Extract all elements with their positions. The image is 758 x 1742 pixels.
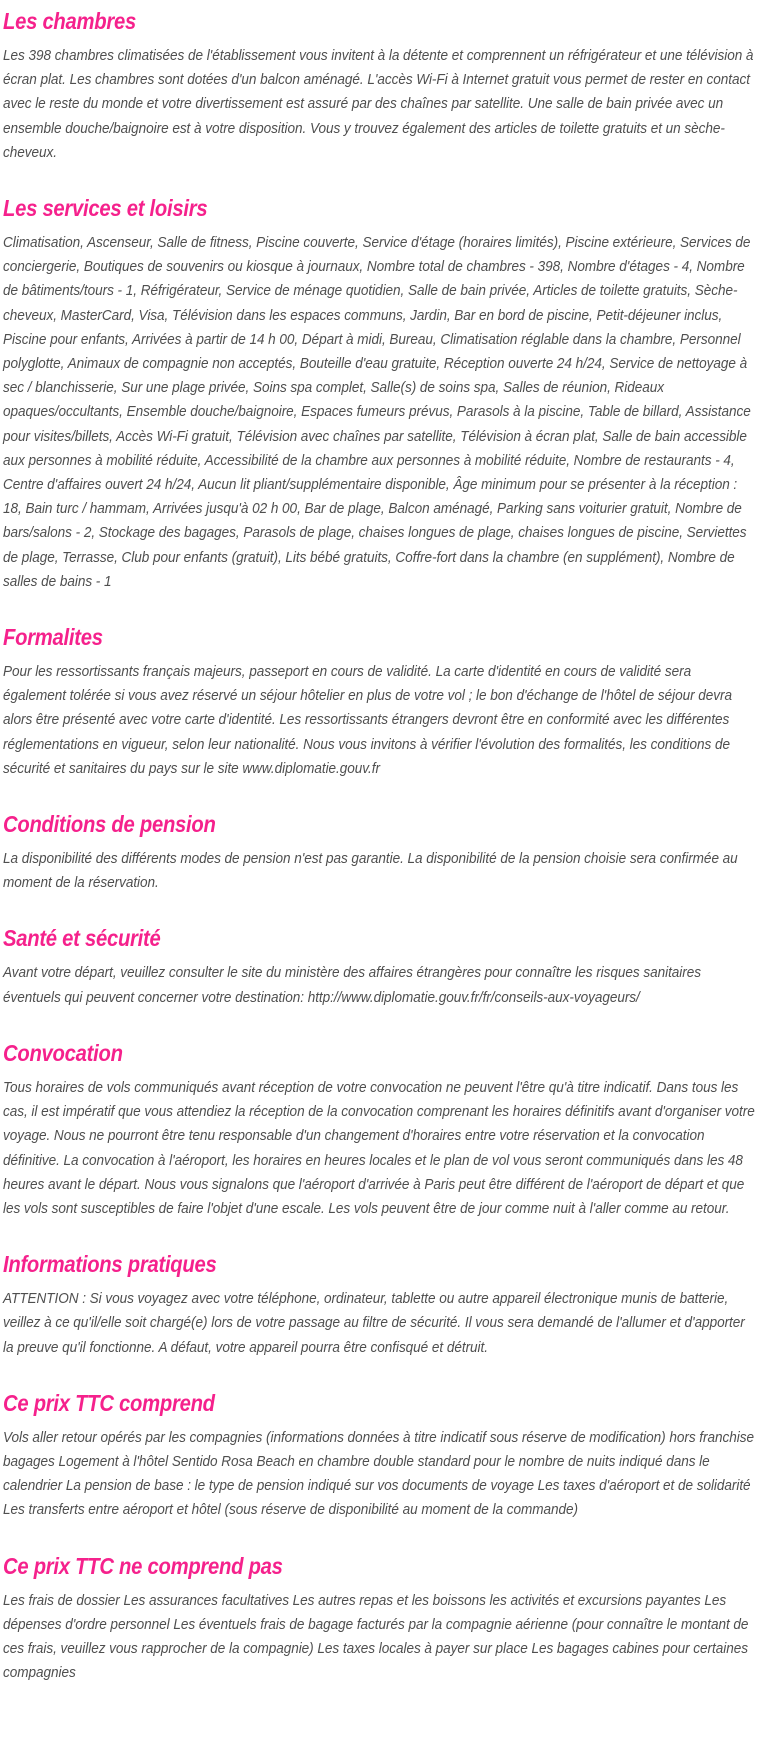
section-convocation — [3, 1040, 755, 1221]
section-conditions-de-pension — [3, 811, 755, 895]
section-heading-les-chambres: Les chambres — [3, 8, 136, 34]
section-heading-les-services-et-loisirs: Les services et loisirs — [3, 195, 208, 222]
section-list — [3, 8, 755, 1685]
section-ce-prix-ttc-ne-comprend-pas — [3, 1553, 755, 1686]
section-heading-ce-prix-ttc-comprend: Ce prix TTC comprend — [3, 1389, 215, 1416]
section-les-services-et-loisirs — [3, 195, 755, 594]
section-heading-sante-et-securite: Santé et sécurité — [3, 925, 161, 952]
section-informations-pratiques — [3, 1251, 755, 1360]
section-heading-conditions-de-pension: Conditions de pension — [3, 811, 216, 838]
section-heading-informations-pratiques: Informations pratiques — [3, 1251, 217, 1278]
section-paragraph-convocation: Tous horaires de vols communiqués avant réception de votre convocation ne peuvent l'être qu'à titre indicatif. Dans tous les cas, il est impératif que vous attendiez la réception de la convocation comprenant les horaires définitifs avant d'organiser votre voyage. Nous ne pourront être tenu responsable d'un changement d'horaires entre votre réservation et la convocation définitive. La convocation à l'aéroport, les horaires en heures locales et le plan de vol vous seront communiqués dans les 48 heures avant le départ. Nous vous signalons que l'aéroport d'arrivée à Paris peut être différent de l'aéroport de départ et que les vols sont susceptibles de faire l'objet d'une escale. Les vols peuvent être de jour comme nuit à l'aller comme au retour. — [3, 1079, 755, 1217]
section-paragraph-ce-prix-ttc-comprend: Vols aller retour opérés par les compagnies (informations données à titre indicatif sous réserve de modification) hors franchise bagages Logement à l'hôtel Sentido Rosa Beach en chambre double standard pour le nombre de nuits indiqué dans le calendrier La pension de base : le type de pension indiqué sur vos documents de voyage Les taxes d'aéroport et de solidarité Les transferts entre aéroport et hôtel (sous réserve de disponibilité au moment de la commande) — [3, 1429, 754, 1519]
section-ce-prix-ttc-comprend — [3, 1390, 755, 1523]
section-les-chambres — [3, 8, 755, 165]
section-heading-ce-prix-ttc-ne-comprend-pas: Ce prix TTC ne comprend pas — [3, 1552, 283, 1579]
section-formalites — [3, 624, 755, 781]
section-paragraph-les-chambres: Les 398 chambres climatisées de l'établissement vous invitent à la détente et comprennent un réfrigérateur et une télévision à écran plat. Les chambres sont dotées d'un balcon aménagé. L'accès Wi-Fi à Internet gratuit vous permet de rester en contact avec le reste du monde et votre divertissement est assuré par des chaînes par satellite. Une salle de bain privée avec un ensemble douche/baignoire est à votre disposition. Vous y trouvez également des articles de toilette gratuits et un sèche-cheveux. — [3, 48, 754, 161]
section-paragraph-formalites: Pour les ressortissants français majeurs, passeport en cours de validité. La carte d'identité en cours de validité sera également tolérée si vous avez réservé un séjour hôtelier en plus de votre vol ; le bon d'échange de l'hôtel de séjour devra alors être présenté avec votre carte d'identité. Les ressortissants étrangers devront être en conformité avec les différentes réglementations en vigueur, selon leur nationalité. Nous vous invitons à vérifier l'évolution des formalités, les conditions de sécurité et sanitaires du pays sur le site www.diplomatie.gouv.fr — [3, 664, 733, 777]
hotel-info-document — [0, 8, 758, 1695]
section-paragraph-les-services-et-loisirs: Climatisation, Ascenseur, Salle de fitness, Piscine couverte, Service d'étage (horaires limités), Piscine extérieure, Services de conciergerie, Boutiques de souvenirs ou kiosque à journaux, Nombre total de chambres - 398, Nombre d'étages - 4, Nombre de bâtiments/tours - 1, Réfrigérateur, Service de ménage quotidien, Salle de bain privée, Articles de toilette gratuits, Sèche-cheveux, MasterCard, Visa, Télévision dans les espaces communs, Jardin, Bar en bord de piscine, Petit-déjeuner inclus, Piscine pour enfants, Arrivées à partir de 14 h 00, Départ à midi, Bureau, Climatisation réglable dans la chambre, Personnel polyglotte, Animaux de compagnie non acceptés, Bouteille d'eau gratuite, Réception ouverte 24 h/24, Service de nettoyage à sec / blanchisserie, Sur une plage privée, Soins spa complet, Salle(s) de soins spa, Salles de réunion, Rideaux opaques/occultants, Ensemble douche/baignoire, Espaces fumeurs prévus, Parasols à la piscine, Table de billard, Assistance pour visites/billets, Accès Wi-Fi gratuit, Télévision avec chaînes par satellite, Télévision à écran plat, Salle de bain accessible aux personnes à mobilité réduite, Accessibilité de la chambre aux personnes à mobilité réduite, Nombre de restaurants - 4, Centre d'affaires ouvert 24 h/24, Aucun lit pliant/supplémentaire disponible, Âge minimum pour se présenter à la réception : 18, Bain turc / hammam, Arrivées jusqu'à 02 h 00, Bar de plage, Balcon aménagé, Parking sans voiturier gratuit, Nombre de bars/salons - 2, Stockage des bagages, Parasols de plage, chaises longues de plage, chaises longues de piscine, Serviettes de plage, Terrasse, Club pour enfants (gratuit), Lits bébé gratuits, Coffre-fort dans la chambre (en supplément), Nombre de salles de bains - 1 — [3, 235, 751, 590]
section-paragraph-conditions-de-pension: La disponibilité des différents modes de pension n'est pas garantie. La disponibilité de la pension choisie sera confirmée au moment de la réservation. — [3, 851, 738, 892]
section-sante-et-securite — [3, 925, 755, 1009]
section-paragraph-sante-et-securite: Avant votre départ, veuillez consulter le site du ministère des affaires étrangères pour connaître les risques sanitaires éventuels qui peuvent concerner votre destination: http://www.diplomatie.gouv.fr/fr/conseils-aux-voyageurs/ — [3, 965, 701, 1006]
section-paragraph-ce-prix-ttc-ne-comprend-pas: Les frais de dossier Les assurances facultatives Les autres repas et les boissons les activités et excursions payantes Les dépenses d'ordre personnel Les éventuels frais de bagage facturés par la compagnie aérienne (pour connaître le montant de ces frais, veuillez vous rapprocher de la compagnie) Les taxes locales à payer sur place Les bagages cabines pour certaines compagnies — [3, 1592, 749, 1682]
section-heading-convocation: Convocation — [3, 1039, 123, 1066]
section-heading-formalites: Formalites — [3, 624, 103, 651]
section-paragraph-informations-pratiques: ATTENTION : Si vous voyagez avec votre téléphone, ordinateur, tablette ou autre appareil électronique munis de batterie, veillez à ce qu'il/elle soit chargé(e) lors de votre passage au filtre de sécurité. Il vous sera demandé de l'allumer et d'apporter la preuve qu'il fonctionne. A défaut, votre appareil pourra être confisqué et détruit. — [3, 1291, 745, 1356]
